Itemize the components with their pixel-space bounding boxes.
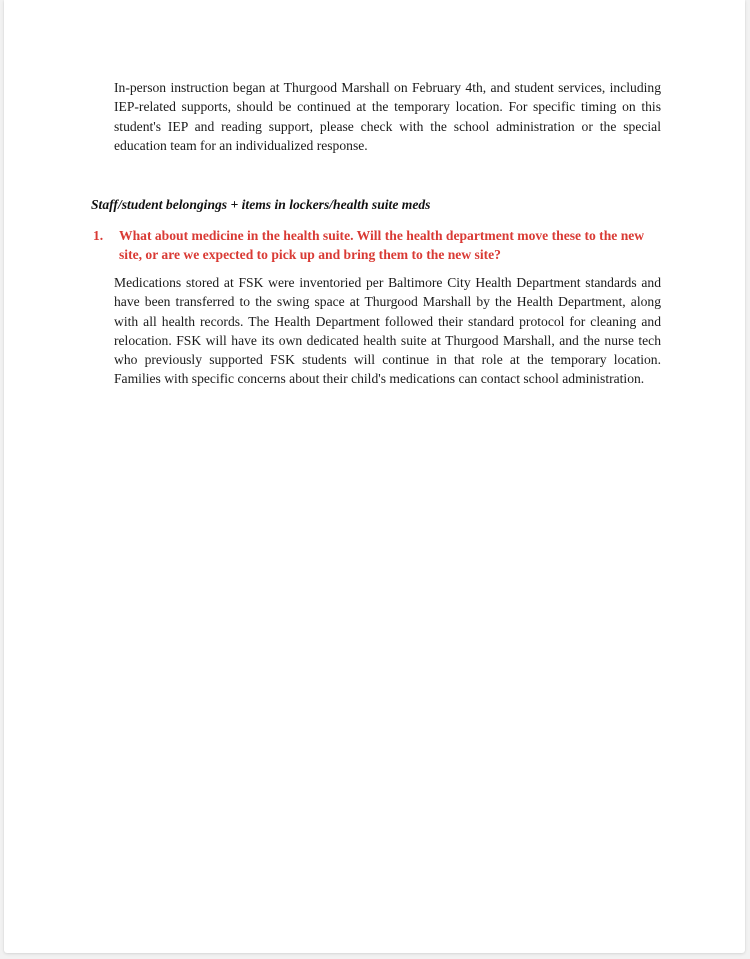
question-text: What about medicine in the health suite. Will the health department move these to the new site, or are we expected to pick up and bring them to the new site? xyxy=(119,228,645,263)
question-number: 1. xyxy=(93,228,104,243)
question-item xyxy=(91,226,661,265)
intro-paragraph: In-person instruction began at Thurgood Marshall on February 4th, and student services, including IEP-related supports, should be continued at the temporary location. For specific timing on this student's IEP and reading support, please check with the school administration or the special education team for an individualized response. xyxy=(114,80,661,153)
document-page xyxy=(4,0,745,953)
answer-paragraph: Medications stored at FSK were inventoried per Baltimore City Health Department standards and have been transferred to the swing space at Thurgood Marshall by the Health Department, along with all health records. The Health Department followed their standard protocol for cleaning and relocation. FSK will have its own dedicated health suite at Thurgood Marshall, and the nurse tech who previously supported FSK students will continue in that role at the temporary location. Families with specific concerns about their child's medications can contact school administration. xyxy=(114,275,661,387)
section-heading: Staff/student belongings + items in lockers/health suite meds xyxy=(91,197,431,212)
